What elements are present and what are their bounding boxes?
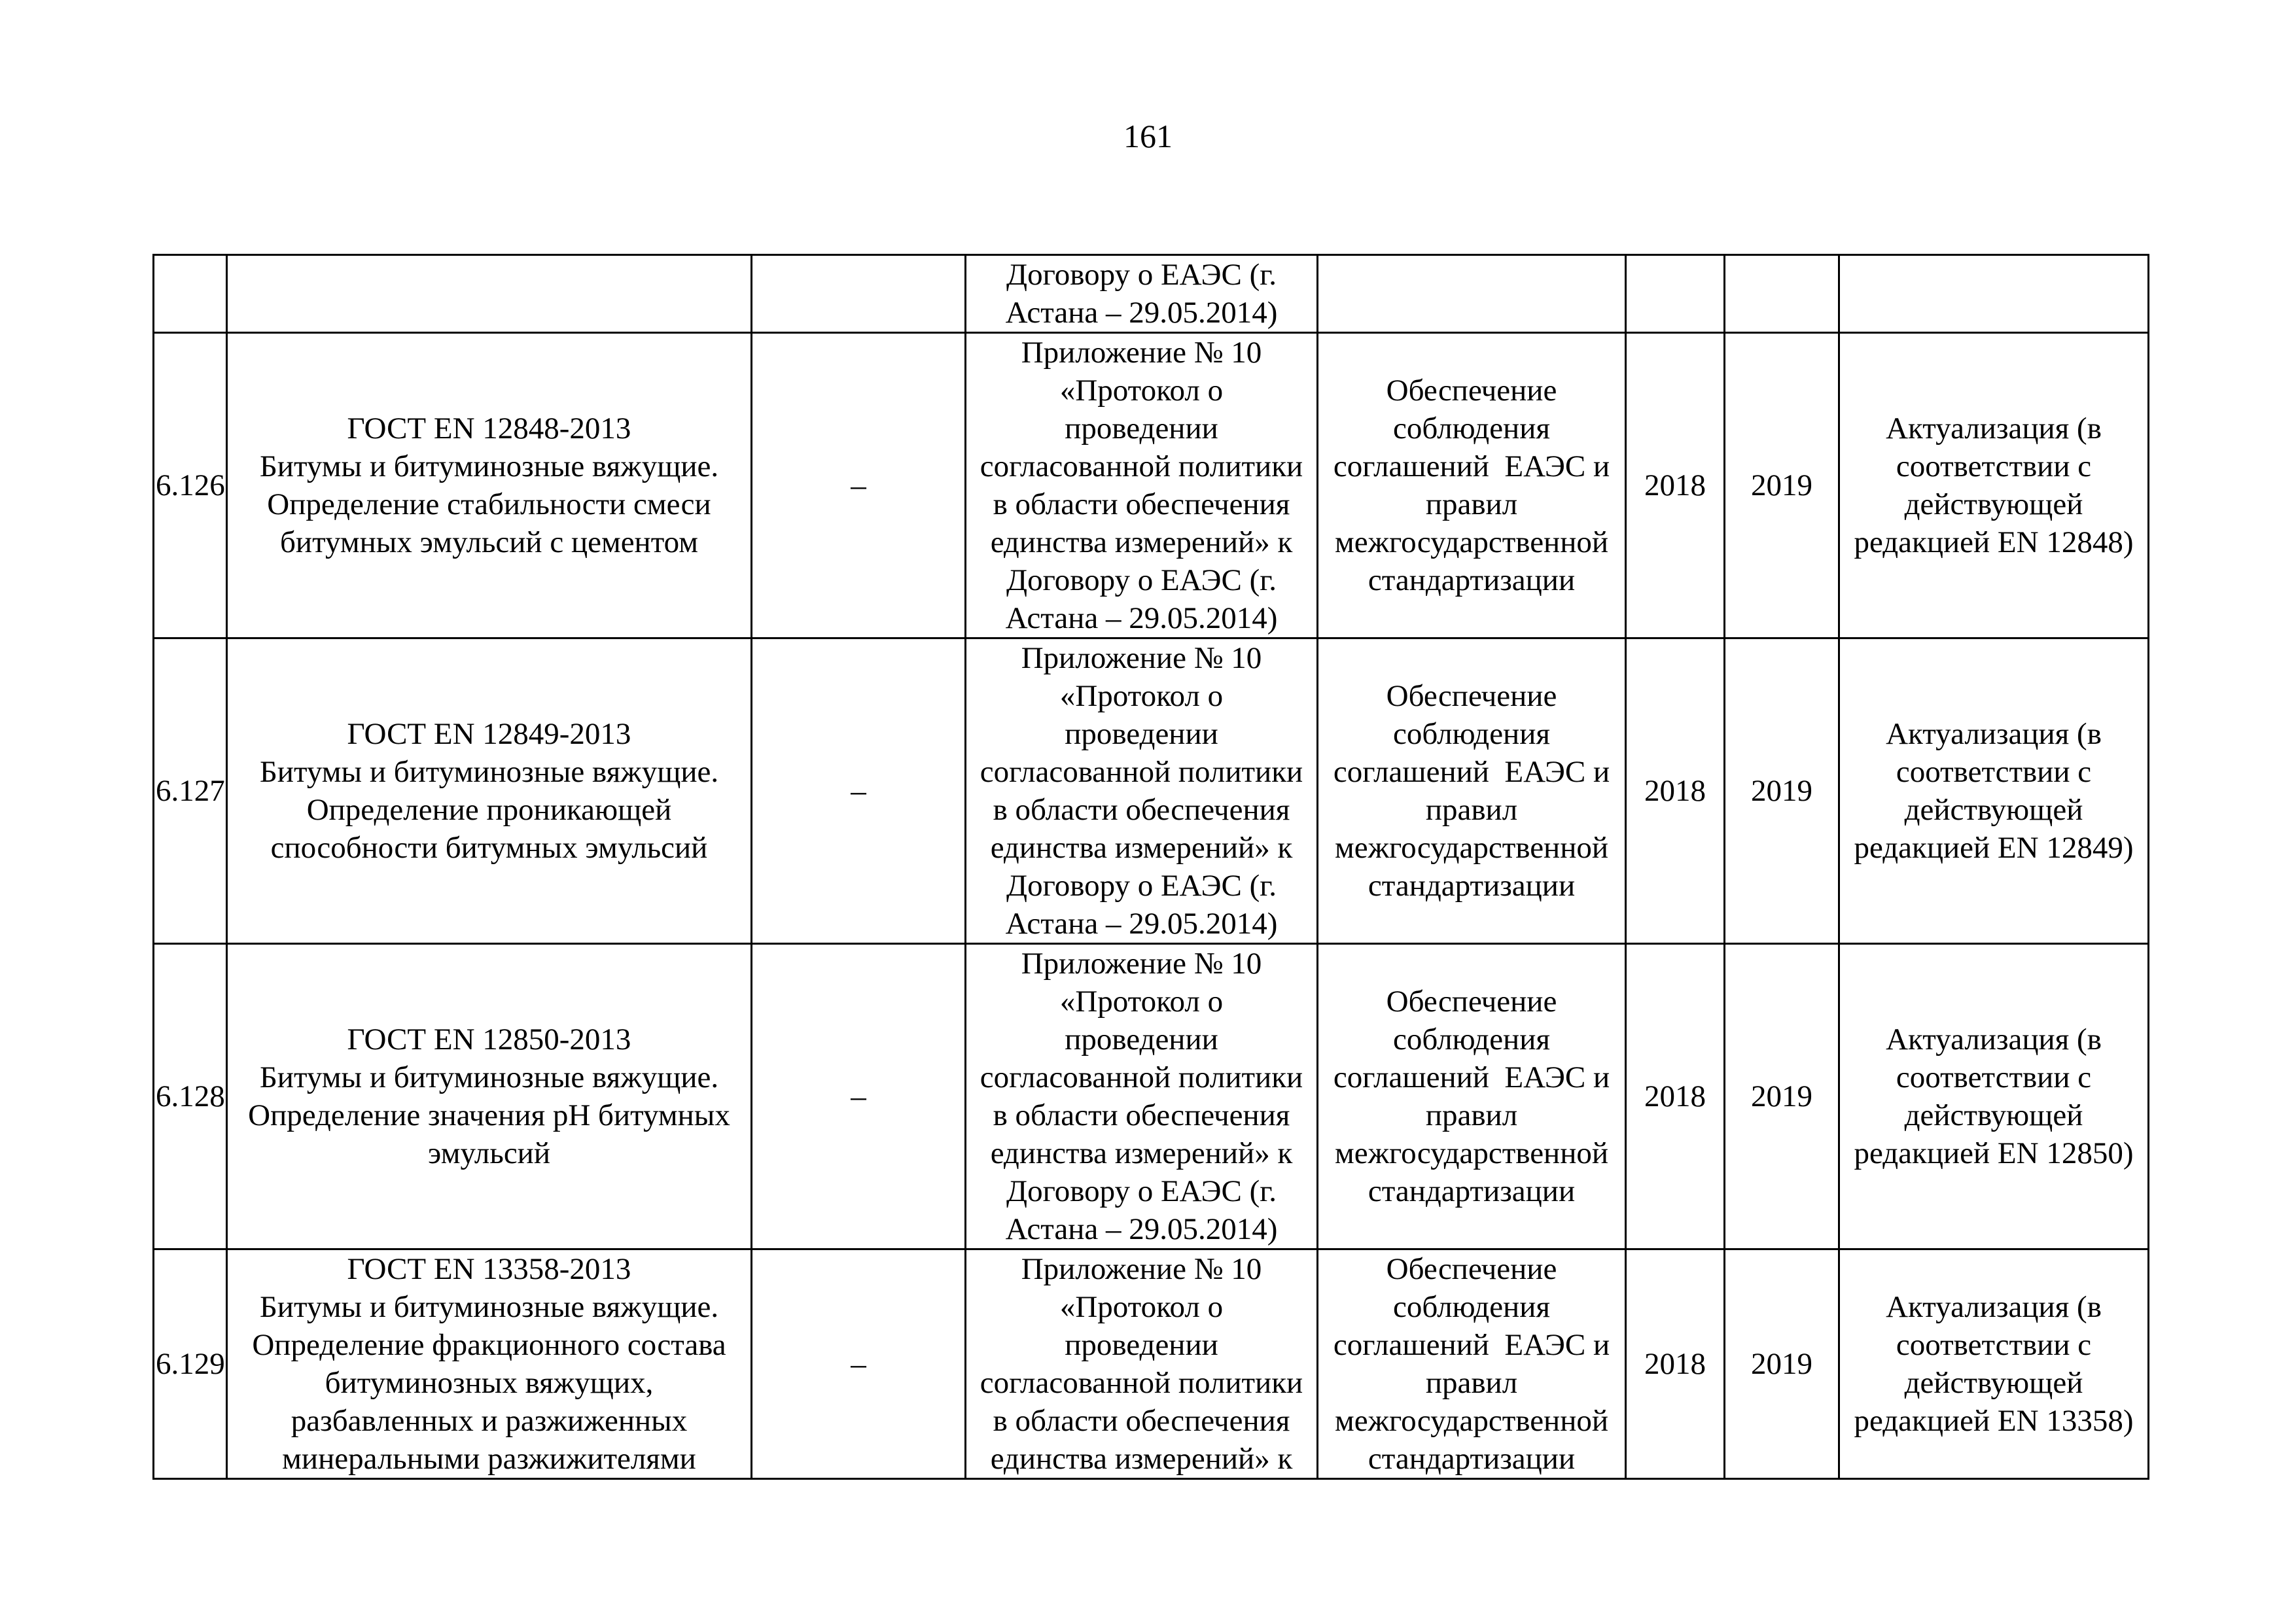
standard-title-line: Определение проникающей — [306, 793, 672, 827]
document-line: Приложение № 10 — [1021, 336, 1262, 370]
cell-document — [966, 638, 1318, 944]
standard-title-line: Определение фракционного состава — [252, 1328, 726, 1362]
standard-title-line: разбавленных и разжиженных — [291, 1404, 688, 1438]
note-line: редакцией EN 13358) — [1854, 1404, 2134, 1438]
cell-standard — [227, 944, 752, 1249]
document-line: в области обеспечения — [993, 1404, 1290, 1438]
purpose-line: соблюдения — [1393, 1290, 1550, 1324]
document-line: единства измерений» к — [990, 1442, 1293, 1476]
standard-title-line: Битумы и битуминозные вяжущие. — [259, 755, 719, 789]
cell-note — [1839, 638, 2149, 944]
cell-purpose — [1318, 333, 1626, 638]
note-line: действующей — [1904, 1098, 2083, 1132]
document-line: согласованной политики — [980, 755, 1303, 789]
cell-dash: – — [752, 333, 966, 638]
document-line: Астана – 29.05.2014) — [1005, 601, 1278, 635]
cell-dash: – — [752, 638, 966, 944]
row-number: 6.129 — [154, 1249, 227, 1479]
purpose-line: Обеспечение — [1386, 1252, 1557, 1286]
standard-title-line: битуминозных вяжущих, — [325, 1366, 654, 1400]
purpose-line: соблюдения — [1393, 411, 1550, 445]
note-line: действующей — [1904, 793, 2083, 827]
document-line: в области обеспечения — [993, 487, 1290, 521]
row-number: 6.128 — [154, 944, 227, 1249]
cell-start-year — [1626, 255, 1725, 333]
cell-standard — [227, 638, 752, 944]
cell-num — [154, 255, 227, 333]
purpose-line: межгосударственной — [1334, 1136, 1609, 1170]
document-line: Астана – 29.05.2014) — [1005, 907, 1278, 941]
standard-code: ГОСТ EN 12848-2013 — [347, 411, 631, 445]
note-line: редакцией EN 12849) — [1854, 831, 2134, 865]
cell-purpose — [1318, 944, 1626, 1249]
table-row — [154, 1249, 2149, 1479]
note-line: редакцией EN 12848) — [1854, 525, 2134, 559]
cell-start-year: 2018 — [1626, 1249, 1725, 1479]
document-line: Приложение № 10 — [1021, 641, 1262, 675]
document-line: единства измерений» к — [990, 831, 1293, 865]
cell-note — [1839, 1249, 2149, 1479]
purpose-line: соглашений ЕАЭС и — [1333, 1060, 1610, 1094]
cell-end-year: 2019 — [1725, 944, 1839, 1249]
note-line: действующей — [1904, 1366, 2083, 1400]
standard-code: ГОСТ EN 12849-2013 — [347, 717, 631, 751]
purpose-line: правил — [1425, 1366, 1518, 1400]
cell-dash: – — [752, 1249, 966, 1479]
document-line: «Протокол о — [1059, 679, 1224, 713]
purpose-line: стандартизации — [1368, 869, 1576, 903]
document-line: в области обеспечения — [993, 1098, 1290, 1132]
page-number: 161 — [1123, 118, 1173, 154]
cell-end-year: 2019 — [1725, 333, 1839, 638]
cell-document — [966, 255, 1318, 333]
standards-table — [152, 254, 2149, 1480]
purpose-line: соблюдения — [1393, 717, 1550, 751]
standard-code: ГОСТ EN 13358-2013 — [347, 1252, 631, 1286]
table-row — [154, 944, 2149, 1249]
cell-purpose — [1318, 638, 1626, 944]
cell-document — [966, 1249, 1318, 1479]
note-line: Актуализация (в — [1886, 411, 2102, 445]
purpose-line: соглашений ЕАЭС и — [1333, 449, 1610, 483]
cell-end-year: 2019 — [1725, 638, 1839, 944]
document-line: Договору о ЕАЭС (г. — [1006, 258, 1277, 292]
row-number: 6.127 — [154, 638, 227, 944]
document-line: Приложение № 10 — [1021, 947, 1262, 981]
cell-end-year: 2019 — [1725, 1249, 1839, 1479]
standard-title-line: Определение значения pH битумных — [248, 1098, 730, 1132]
document-line: проведении — [1065, 1022, 1218, 1056]
note-line: Актуализация (в — [1886, 1290, 2102, 1324]
standard-title-line: Битумы и битуминозные вяжущие. — [259, 449, 719, 483]
document-line: в области обеспечения — [993, 793, 1290, 827]
purpose-line: Обеспечение — [1386, 679, 1557, 713]
document-line: согласованной политики — [980, 1060, 1303, 1094]
note-line: действующей — [1904, 487, 2083, 521]
cell-document — [966, 944, 1318, 1249]
cell-standard — [227, 333, 752, 638]
purpose-line: правил — [1425, 793, 1518, 827]
cell-start-year: 2018 — [1626, 638, 1725, 944]
document-line: Приложение № 10 — [1021, 1252, 1262, 1286]
table-row-continuation — [154, 255, 2149, 333]
row-number: 6.126 — [154, 333, 227, 638]
document-line: проведении — [1065, 1328, 1218, 1362]
cell-dash: – — [752, 944, 966, 1249]
cell-start-year: 2018 — [1626, 944, 1725, 1249]
standard-title-line: битумных эмульсий с цементом — [280, 525, 698, 559]
cell-standard — [227, 1249, 752, 1479]
cell-note — [1839, 255, 2149, 333]
note-line: Актуализация (в — [1886, 717, 2102, 751]
note-line: соответствии с — [1896, 755, 2092, 789]
purpose-line: стандартизации — [1368, 563, 1576, 597]
purpose-line: стандартизации — [1368, 1442, 1576, 1476]
document-line: Договору о ЕАЭС (г. — [1006, 869, 1277, 903]
purpose-line: соглашений ЕАЭС и — [1333, 1328, 1610, 1362]
purpose-line: соглашений ЕАЭС и — [1333, 755, 1610, 789]
table-row — [154, 333, 2149, 638]
document-line: согласованной политики — [980, 1366, 1303, 1400]
document-line: единства измерений» к — [990, 525, 1293, 559]
document-line: «Протокол о — [1059, 985, 1224, 1019]
cell-purpose — [1318, 255, 1626, 333]
cell-document — [966, 333, 1318, 638]
standard-title-line: Определение стабильности смеси — [267, 487, 711, 521]
document-line: Договору о ЕАЭС (г. — [1006, 563, 1277, 597]
purpose-line: межгосударственной — [1334, 1404, 1609, 1438]
standard-code: ГОСТ EN 12850-2013 — [347, 1022, 631, 1056]
document-line: «Протокол о — [1059, 1290, 1224, 1324]
cell-standard — [227, 255, 752, 333]
document-line: Договору о ЕАЭС (г. — [1006, 1174, 1277, 1208]
note-line: соответствии с — [1896, 1328, 2092, 1362]
purpose-line: межгосударственной — [1334, 831, 1609, 865]
cell-purpose — [1318, 1249, 1626, 1479]
standard-title-line: способности битумных эмульсий — [270, 831, 708, 865]
standard-title-line: эмульсий — [428, 1136, 550, 1170]
document-line: единства измерений» к — [990, 1136, 1293, 1170]
purpose-line: Обеспечение — [1386, 985, 1557, 1019]
cell-note — [1839, 333, 2149, 638]
purpose-line: соблюдения — [1393, 1022, 1550, 1056]
standard-title-line: минеральными разжижителями — [282, 1442, 696, 1476]
document-line: Астана – 29.05.2014) — [1005, 1212, 1278, 1246]
document-line: проведении — [1065, 411, 1218, 445]
purpose-line: правил — [1425, 487, 1518, 521]
standard-title-line: Битумы и битуминозные вяжущие. — [259, 1060, 719, 1094]
document-line: согласованной политики — [980, 449, 1303, 483]
cell-start-year: 2018 — [1626, 333, 1725, 638]
standard-title-line: Битумы и битуминозные вяжущие. — [259, 1290, 719, 1324]
purpose-line: стандартизации — [1368, 1174, 1576, 1208]
cell-note — [1839, 944, 2149, 1249]
document-line: Астана – 29.05.2014) — [1005, 296, 1278, 330]
purpose-line: Обеспечение — [1386, 374, 1557, 408]
purpose-line: межгосударственной — [1334, 525, 1609, 559]
document-line: проведении — [1065, 717, 1218, 751]
cell-end-year — [1725, 255, 1839, 333]
note-line: соответствии с — [1896, 449, 2092, 483]
purpose-line: правил — [1425, 1098, 1518, 1132]
cell-dash — [752, 255, 966, 333]
note-line: Актуализация (в — [1886, 1022, 2102, 1056]
note-line: редакцией EN 12850) — [1854, 1136, 2134, 1170]
document-line: «Протокол о — [1059, 374, 1224, 408]
note-line: соответствии с — [1896, 1060, 2092, 1094]
table-row — [154, 638, 2149, 944]
